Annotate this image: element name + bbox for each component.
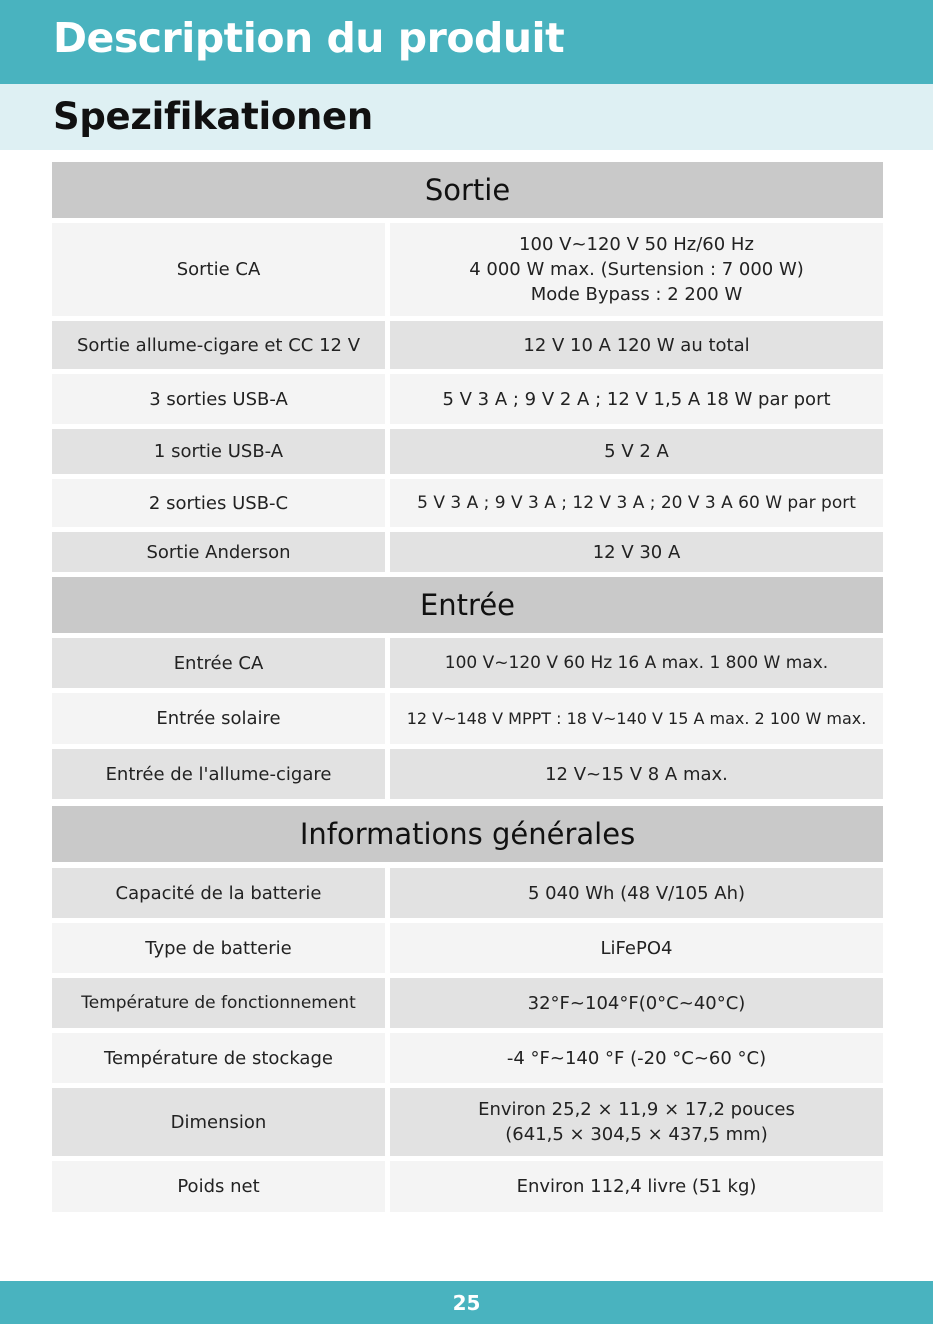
page-title: Description du produit — [53, 14, 565, 62]
spec-label: Entrée de l'allume-cigare — [52, 749, 385, 799]
table-row — [52, 923, 883, 973]
spec-label: Température de fonctionnement — [52, 978, 385, 1028]
table-row — [52, 749, 883, 799]
section-header-general: Informations générales — [52, 806, 883, 862]
table-row — [52, 693, 883, 744]
spec-label: 2 sorties USB-C — [52, 479, 385, 527]
spec-value: 5 V 3 A ; 9 V 2 A ; 12 V 1,5 A 18 W par port — [390, 374, 883, 424]
table-row — [52, 978, 883, 1028]
section-subtitle-bar — [0, 84, 933, 150]
spec-value: 100 V~120 V 60 Hz 16 A max. 1 800 W max. — [390, 638, 883, 688]
spec-label: Sortie Anderson — [52, 532, 385, 572]
table-row — [52, 223, 883, 316]
table-row — [52, 532, 883, 572]
page-number: 25 — [452, 1290, 481, 1315]
spec-value: 5 040 Wh (48 V/105 Ah) — [390, 868, 883, 918]
spec-label: Poids net — [52, 1161, 385, 1212]
spec-value: 32°F~104°F(0°C~40°C) — [390, 978, 883, 1028]
spec-label: Entrée CA — [52, 638, 385, 688]
spec-label: 1 sortie USB-A — [52, 429, 385, 474]
table-row — [52, 374, 883, 424]
page-subtitle: Spezifikationen — [53, 95, 373, 138]
spec-value: 5 V 2 A — [390, 429, 883, 474]
section-header-sortie: Sortie — [52, 162, 883, 218]
table-row — [52, 638, 883, 688]
table-row — [52, 1033, 883, 1083]
spec-value: -4 °F~140 °F (-20 °C~60 °C) — [390, 1033, 883, 1083]
page-footer-bar — [0, 1281, 933, 1324]
table-row — [52, 1161, 883, 1212]
section-header-entree: Entrée — [52, 577, 883, 633]
table-row — [52, 479, 883, 527]
spec-label: Capacité de la batterie — [52, 868, 385, 918]
spec-value: 12 V 10 A 120 W au total — [390, 321, 883, 369]
spec-label: Type de batterie — [52, 923, 385, 973]
spec-label: Dimension — [52, 1088, 385, 1156]
spec-value: 5 V 3 A ; 9 V 3 A ; 12 V 3 A ; 20 V 3 A 60 W par port — [390, 479, 883, 527]
spec-label: Température de stockage — [52, 1033, 385, 1083]
spec-value: 100 V~120 V 50 Hz/60 Hz 4 000 W max. (Surtension : 7 000 W) Mode Bypass : 2 200 W — [390, 223, 883, 316]
table-row — [52, 1088, 883, 1156]
spec-value: 12 V~148 V MPPT : 18 V~140 V 15 A max. 2 100 W max. — [390, 693, 883, 744]
spec-value: Environ 112,4 livre (51 kg) — [390, 1161, 883, 1212]
spec-value: 12 V~15 V 8 A max. — [390, 749, 883, 799]
table-row — [52, 868, 883, 918]
spec-value: Environ 25,2 × 11,9 × 17,2 pouces (641,5 × 304,5 × 437,5 mm) — [390, 1088, 883, 1156]
spec-value: 12 V 30 A — [390, 532, 883, 572]
spec-label: 3 sorties USB-A — [52, 374, 385, 424]
spec-label: Sortie CA — [52, 223, 385, 316]
spec-label: Sortie allume-cigare et CC 12 V — [52, 321, 385, 369]
spec-value: LiFePO4 — [390, 923, 883, 973]
table-row — [52, 321, 883, 369]
spec-label: Entrée solaire — [52, 693, 385, 744]
page-header-bar — [0, 0, 933, 84]
table-row — [52, 429, 883, 474]
